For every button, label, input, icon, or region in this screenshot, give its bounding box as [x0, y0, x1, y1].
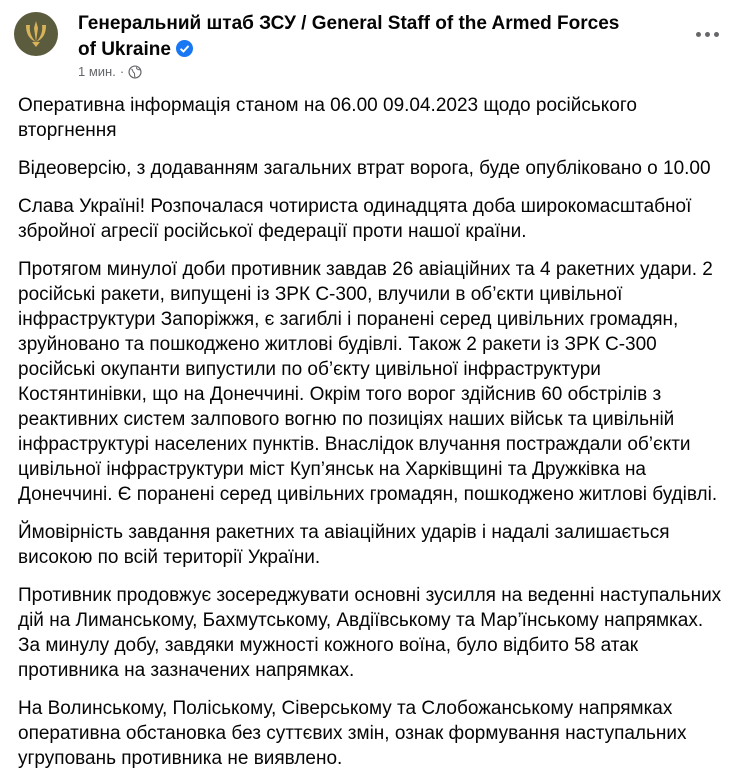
page-avatar[interactable] — [14, 12, 58, 56]
post-paragraph: На Волинському, Поліському, Сіверському та Слобожанському напрямках оперативна обстановка без суттєвих змін, ознак формування наступальних угруповань противника не виявлено. — [18, 698, 687, 769]
meta-separator: · — [119, 64, 125, 79]
globe-icon[interactable] — [128, 65, 142, 79]
verified-badge-icon — [176, 40, 193, 57]
post-body — [18, 93, 722, 784]
more-options-icon[interactable] — [689, 20, 725, 48]
page-name-text[interactable]: Генеральний штаб ЗСУ / General Staff of the Armed Forces of Ukraine — [78, 13, 620, 60]
post-paragraph: Противник продовжує зосереджувати основні зусилля на веденні наступальних дій на Лиманському, Бахмутському, Авдіївському та Мар’їнському напрямках. За минулу добу, завдяки мужності кожного воїна, було відбито 58 атак противника на зазначених напрямках. — [18, 585, 722, 681]
post-paragraph: Оперативна інформація станом на 06.00 09.04.2023 щодо російського вторгнення — [18, 95, 637, 141]
page-name[interactable] — [78, 11, 638, 63]
post-timestamp[interactable]: 1 мин. — [78, 64, 116, 79]
post-paragraph: Відеоверсію, з додаванням загальних втрат ворога, буде опубліковано о 10.00 — [18, 158, 711, 179]
trident-emblem-icon — [23, 19, 49, 49]
post-meta — [78, 64, 142, 79]
post-paragraph: Протягом минулої доби противник завдав 26 авіаційних та 4 ракетних удари. 2 російські ракети, випущені із ЗРК С-300, влучили в об’єкти цивільної інфраструктури Запоріжжя, є загиблі і поранені серед цивільних громадян, зруйновано та пошкоджено житлові будівлі. Також 2 ракети із ЗРК С-300 російські окупанти випустили по об’єкту цивільної інфраструктури Костянтинівки, що на Донеччині. Окрім того ворог здійснив 60 обстрілів з реактивних систем залпового вогню по позиціях наших військ та цивільній інфраструктурі населених пунктів. Внаслідок влучання постраждали об’єкти цивільної інфраструктури міст Куп’янськ на Харківщині та Дружківка на Донеччині. Є поранені серед цивільних громадян, пошкоджено житлові будівлі. — [18, 259, 718, 505]
post-paragraph: Ймовірність завдання ракетних та авіаційних ударів і надалі залишається високою по всій території України. — [18, 522, 670, 568]
post-paragraph: Слава Україні! Розпочалася чотириста одинадцята доба широкомасштабної збройної агресії російської федерації проти нашої країни. — [18, 196, 692, 242]
